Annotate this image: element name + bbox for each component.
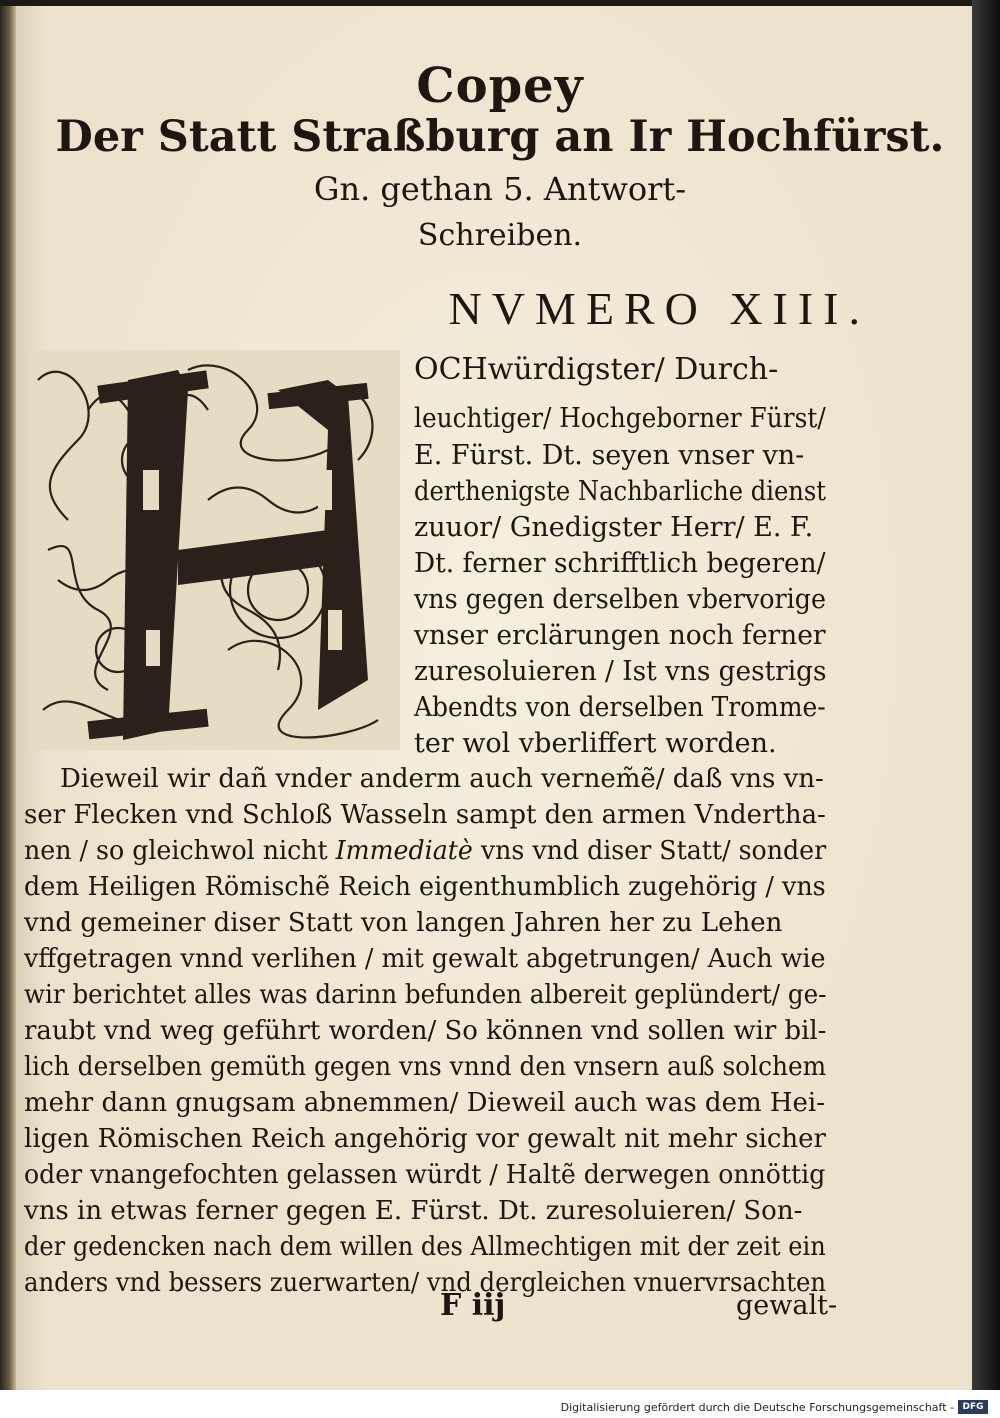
body-line: vns in etwas ferner gegen E. Fürst. Dt. zuresoluieren/ Son-: [24, 1196, 803, 1226]
intro-line: leuchtiger/ Hochgeborner Fürst/: [414, 403, 826, 434]
intro-line: Abendts von derselben Tromme-: [414, 692, 826, 723]
funding-credit-text: Digitalisierung gefördert durch die Deutsche Forschungsgemeinschaft -: [560, 1401, 954, 1414]
body-line: lich derselben gemüth gegen vns vnnd den vnsern auß solchem: [24, 1052, 827, 1082]
title-schreiben: Schreiben.: [417, 218, 583, 253]
decorated-initial-h-icon: [28, 350, 400, 750]
body-italic-word: Immediatè: [335, 836, 473, 866]
intro-line: derthenigste Nachbarliche dienst: [414, 476, 827, 507]
body-line: vnd gemeiner diser Statt von langen Jahren her zu Lehen: [24, 908, 783, 938]
body-line: anders vnd bessers zuerwarten/ vnd dergleichen vnuervrsachten: [24, 1268, 827, 1298]
book-spine-shadow: [0, 6, 16, 1390]
intro-line: zuresoluieren / Ist vns gestrigs: [414, 656, 827, 687]
body-line: Dieweil wir dañ vnder anderm auch vernem̃ẽ/ daß vns vn-: [60, 764, 824, 794]
intro-line: E. Fürst. Dt. seyen vnser vn-: [414, 440, 805, 471]
intro-line: vns gegen derselben vbervorige: [414, 584, 826, 615]
body-line: wir berichtet alles was darinn befunden albereit geplündert/ ge-: [24, 980, 827, 1010]
intro-line: OCHwürdigster/ Durch-: [414, 352, 779, 387]
body-line: mehr dann gnugsam abnemmen/ Dieweil auch was dem Hei-: [24, 1088, 826, 1118]
dfg-logo: DFG: [958, 1400, 988, 1414]
scan-right-edge: [972, 0, 1000, 1390]
body-line: der gedencken nach dem willen des Allmechtigen mit der zeit ein: [24, 1232, 826, 1262]
body-line-text: nen / so gleichwol nicht: [24, 836, 336, 866]
body-line: ser Flecken vnd Schloß Wasseln sampt den armen Vndertha-: [24, 800, 826, 830]
funding-credit-bar: [0, 1398, 1000, 1418]
body-line: [24, 836, 826, 866]
catchword: gewalt-: [736, 1290, 838, 1321]
numero-heading: NVMERO XIII.: [448, 283, 870, 334]
intro-line: Dt. ferner schrifftlich begeren/: [414, 548, 826, 579]
intro-line: ter wol vberliffert worden.: [414, 728, 777, 759]
title-recipient: Der Statt Straßburg an Ir Hochfürst.: [55, 112, 945, 162]
intro-line: zuuor/ Gnedigster Herr/ E. F.: [414, 512, 814, 543]
body-line-text: vns vnd diser Statt/ sonder: [472, 836, 827, 866]
body-line: raubt vnd weg geführt worden/ So können vnd sollen wir bil-: [24, 1016, 827, 1046]
body-line: ligen Römischen Reich angehörig vor gewalt nit mehr sicher: [24, 1124, 826, 1154]
title-subject: Gn. gethan 5. Antwort-: [313, 170, 687, 208]
intro-line: vnser erclärungen noch ferner: [414, 620, 826, 651]
body-line: oder vnangefochten gelassen würdt / Haltẽ derwegen onnöttig: [24, 1160, 826, 1190]
signature-mark: F iij: [440, 1288, 506, 1323]
body-line: dem Heiligen Römischẽ Reich eigenthumblich zugehörig / vns: [24, 872, 826, 902]
body-line: vffgetragen vnnd verlihen / mit gewalt abgetrungen/ Auch wie: [24, 944, 826, 974]
title-copey: Copey: [416, 58, 584, 114]
